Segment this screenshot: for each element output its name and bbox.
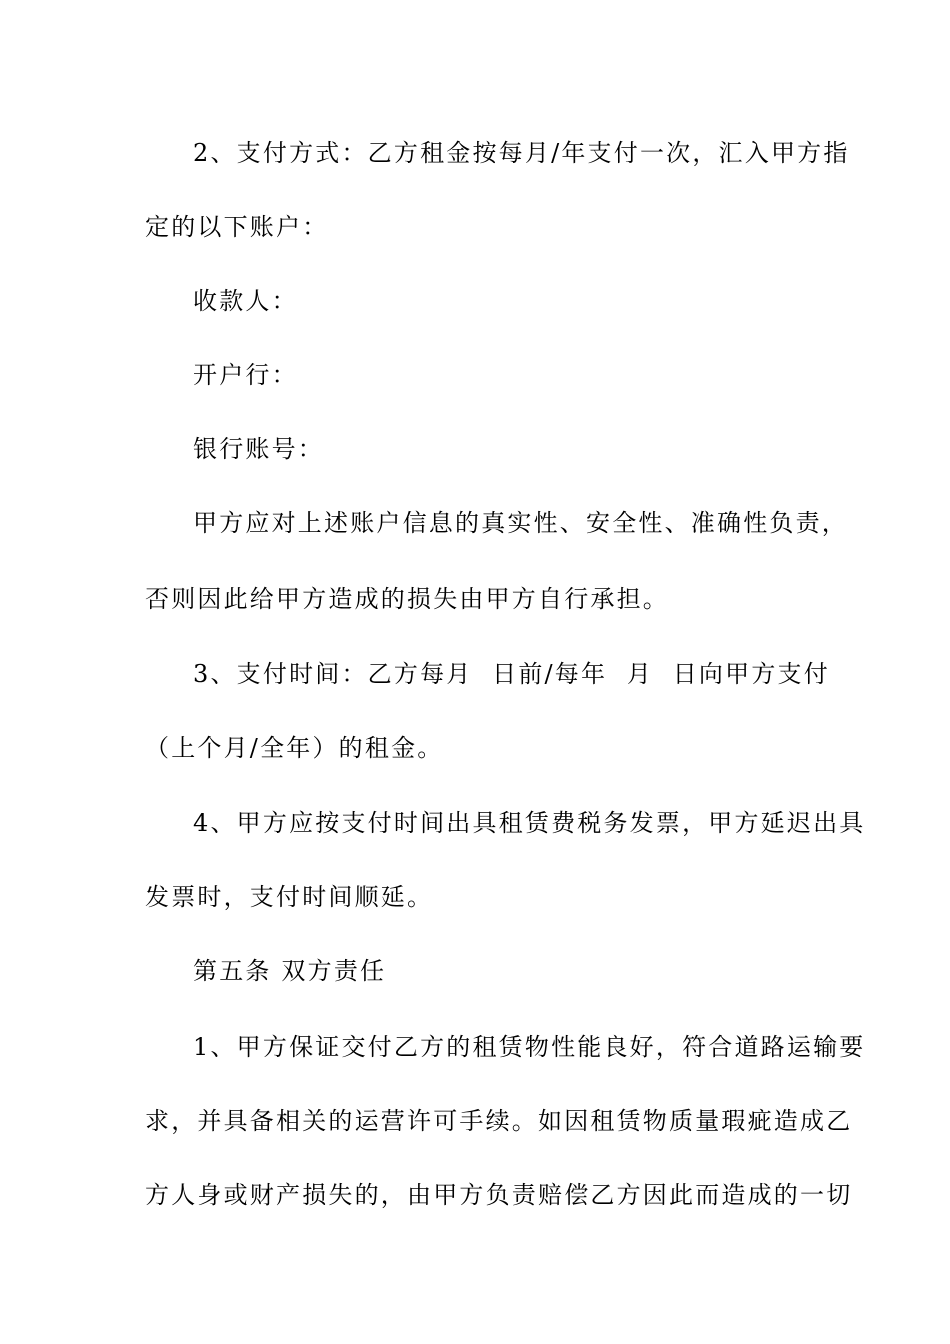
field-bank: 开户行：: [193, 361, 298, 389]
paragraph-invoice: 4、甲方应按支付时间出具租赁费税务发票，甲方延迟出具: [193, 809, 866, 837]
paragraph-account-responsibility: 甲方应对上述账户信息的真实性、安全性、准确性负责，: [193, 509, 848, 537]
paragraph-payment-method-cont: 定的以下账户：: [145, 213, 329, 241]
paragraph-lessor-guarantee: 1、甲方保证交付乙方的租赁物性能良好，符合道路运输要: [193, 1033, 866, 1061]
paragraph-account-responsibility-cont: 否则因此给甲方造成的损失由甲方自行承担。: [145, 585, 669, 613]
paragraph-payment-time: 3、支付时间：乙方每月 日前/每年 月 日向甲方支付: [193, 660, 830, 688]
field-payee: 收款人：: [193, 287, 298, 315]
paragraph-invoice-cont: 发票时，支付时间顺延。: [145, 883, 434, 911]
paragraph-lessor-guarantee-cont-2: 方人身或财产损失的，由甲方负责赔偿乙方因此而造成的一切: [145, 1181, 853, 1209]
field-account-number: 银行账号：: [193, 435, 324, 463]
paragraph-payment-time-cont: （上个月/全年）的租金。: [145, 734, 444, 762]
paragraph-lessor-guarantee-cont-1: 求，并具备相关的运营许可手续。如因租赁物质量瑕疵造成乙: [145, 1107, 853, 1135]
section-heading-article-5: 第五条 双方责任: [193, 957, 387, 985]
paragraph-payment-method: 2、支付方式：乙方租金按每月/年支付一次，汇入甲方指: [193, 139, 850, 167]
